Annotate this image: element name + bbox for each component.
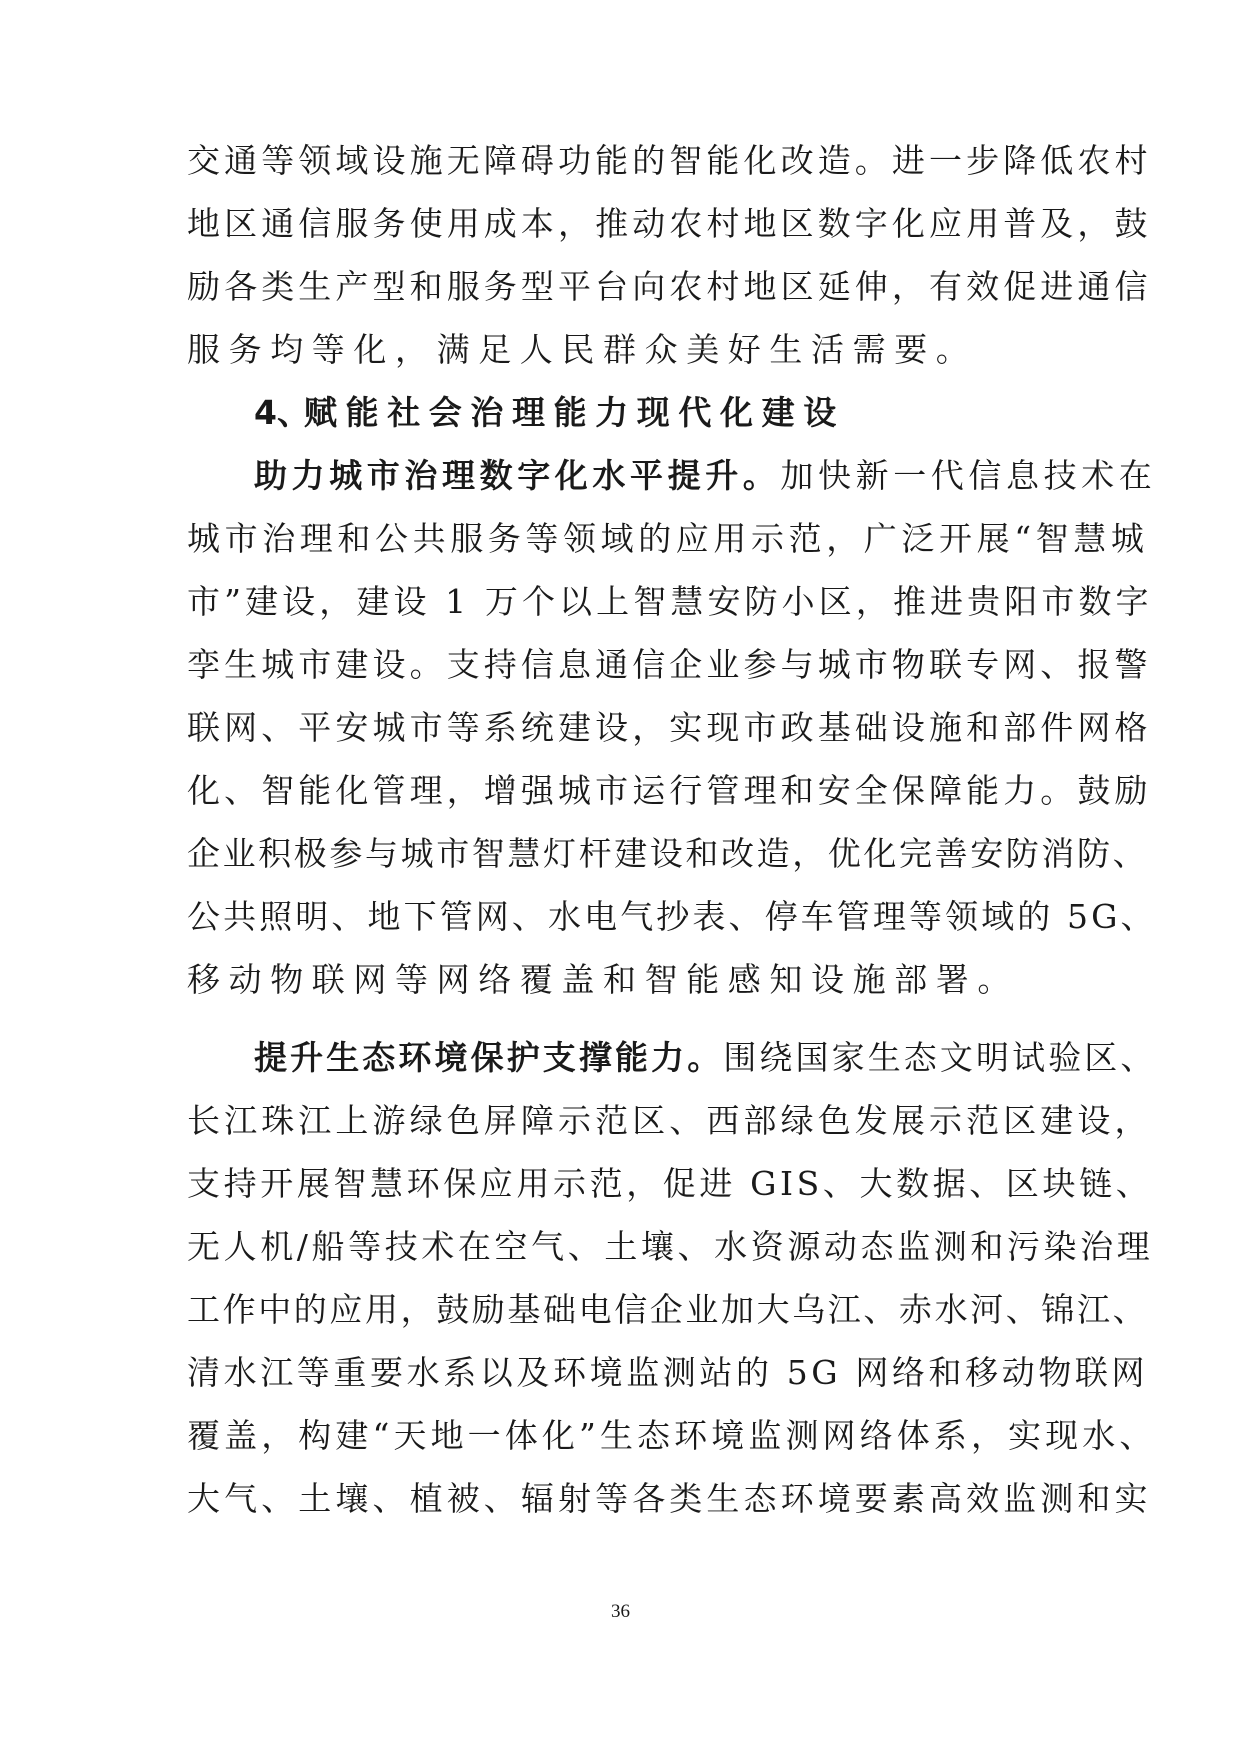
body-text-line: 移动物联网等网络覆盖和智能感知设施部署。 (187, 960, 1019, 999)
body-text-line: 大气、土壤、植被、辐射等各类生态环境要素高效监测和实 (187, 1479, 1152, 1518)
body-text-line: 市”建设，建设 1 万个以上智慧安防小区，推进贵阳市数字 (187, 582, 1153, 621)
body-text-line: 服务均等化，满足人民群众美好生活需要。 (187, 330, 978, 369)
body-text-line: 联网、平安城市等系统建设，实现市政基础设施和部件网格 (187, 708, 1152, 747)
body-text-line: 长江珠江上游绿色屏障示范区、西部绿色发展示范区建设， (187, 1101, 1152, 1140)
body-text-line: 励各类生产型和服务型平台向农村地区延伸，有效促进通信 (187, 267, 1152, 306)
paragraph-lead: 提升生态环境保护支撑能力。 (254, 1038, 724, 1077)
paragraph-text: 围绕国家生态文明试验区、 (723, 1038, 1157, 1077)
section-title: 赋能社会治理能力现代化建设 (304, 393, 845, 432)
body-text-line: 交通等领域设施无障碍功能的智能化改造。进一步降低农村 (187, 141, 1152, 180)
body-text-line: 清水江等重要水系以及环境监测站的 5G 网络和移动物联网 (187, 1353, 1149, 1392)
body-text-line: 企业积极参与城市智慧灯杆建设和改造，优化完善安防消防、 (187, 834, 1149, 873)
paragraph-text: 加快新一代信息技术在 (780, 456, 1157, 495)
paragraph-lead: 助力城市治理数字化水平提升。 (254, 456, 781, 495)
page-number: 36 (611, 1601, 630, 1622)
body-text-line: 孪生城市建设。支持信息通信企业参与城市物联专网、报警 (187, 645, 1152, 684)
section-number: 4、 (254, 393, 310, 432)
paragraph-first-line (254, 456, 1156, 496)
body-text-line: 工作中的应用，鼓励基础电信企业加大乌江、赤水河、锦江、 (187, 1290, 1149, 1329)
body-text-line: 覆盖，构建“天地一体化”生态环境监测网络体系，实现水、 (187, 1416, 1157, 1455)
paragraph-first-line (254, 1038, 1157, 1078)
body-text-line: 化、智能化管理，增强城市运行管理和安全保障能力。鼓励 (187, 771, 1152, 810)
section-heading (254, 393, 845, 433)
body-text-line: 无人机/船等技术在空气、土壤、水资源动态监测和污染治理 (187, 1227, 1154, 1266)
body-text-line: 城市治理和公共服务等领域的应用示范，广泛开展“智慧城 (187, 519, 1149, 558)
body-text-line: 公共照明、地下管网、水电气抄表、停车管理等领域的 5G、 (187, 897, 1157, 936)
body-text-line: 支持开展智慧环保应用示范，促进 GIS、大数据、区块链、 (187, 1164, 1153, 1203)
body-text-line: 地区通信服务使用成本，推动农村地区数字化应用普及，鼓 (187, 204, 1152, 243)
